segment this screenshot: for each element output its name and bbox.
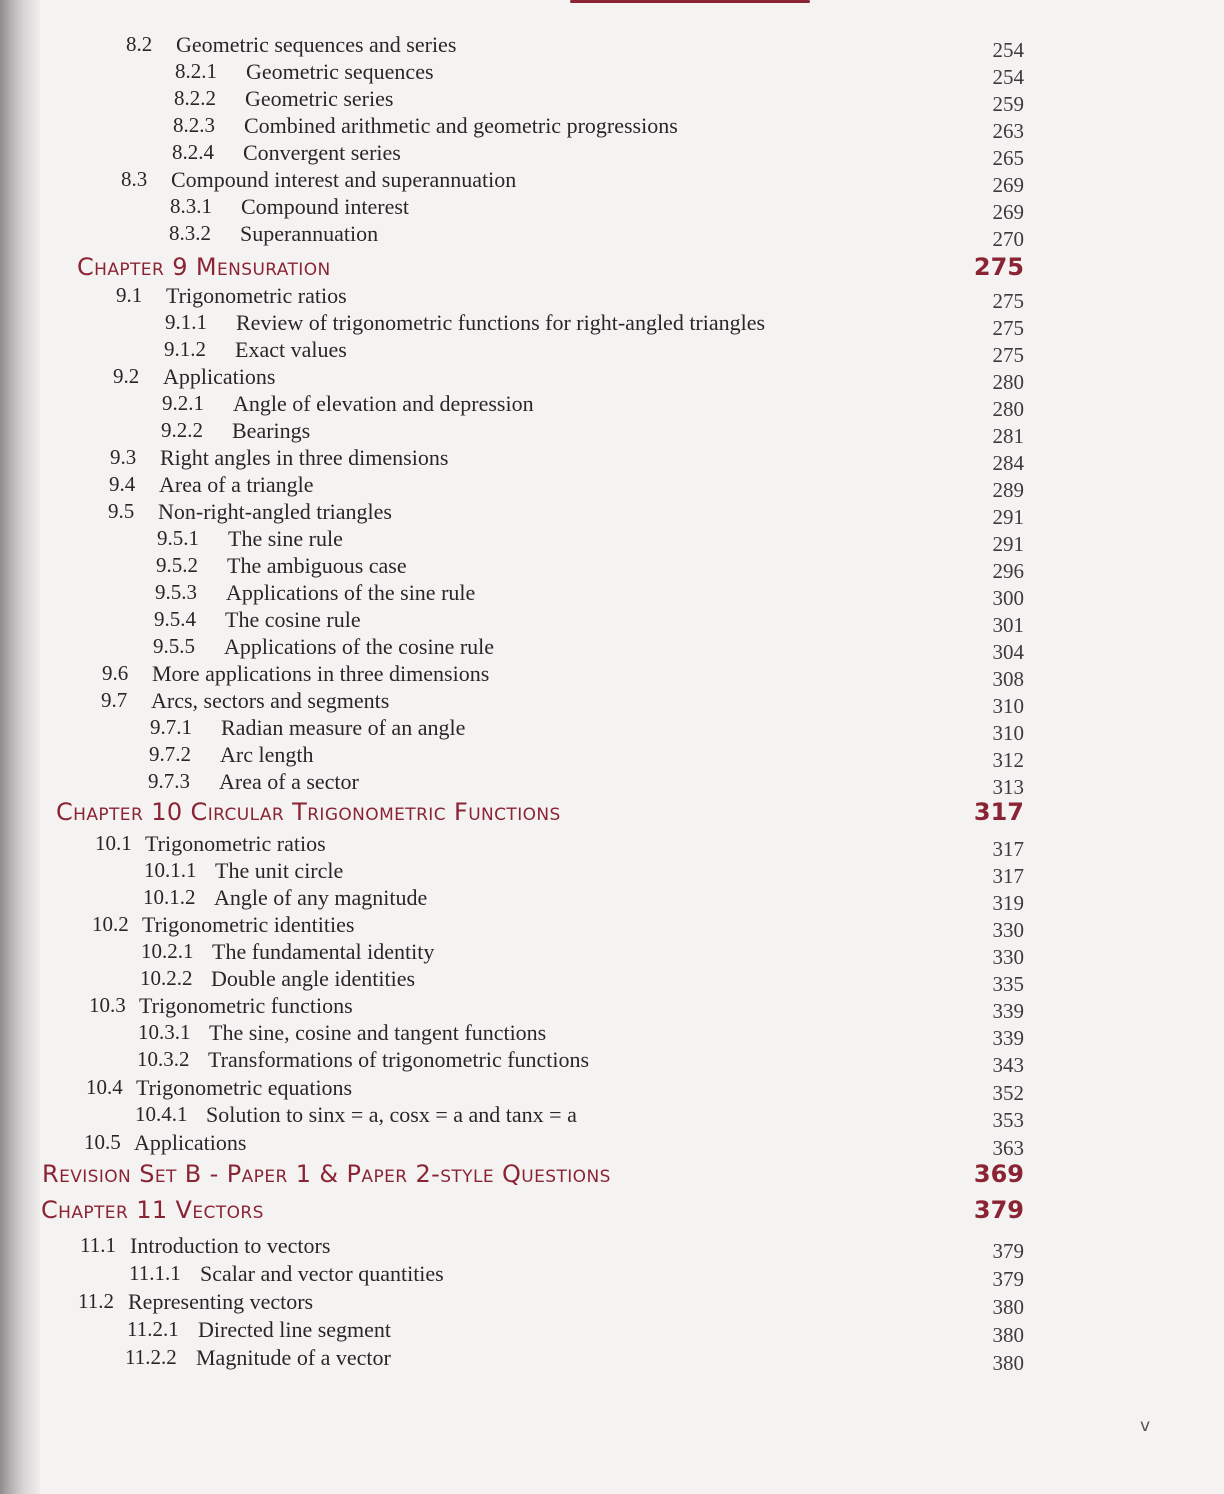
- entry-page-number: 379: [992, 1267, 1024, 1291]
- entry-page-number: 296: [992, 559, 1024, 583]
- toc-subsection-entry: [0, 1020, 1224, 1050]
- entry-title: The unit circle: [215, 858, 344, 883]
- entry-page-number: 275: [992, 289, 1024, 313]
- toc-subsection-entry: [0, 553, 1224, 583]
- entry-number: 10.4.1: [135, 1102, 188, 1126]
- entry-title: Applications of the sine rule: [226, 580, 476, 605]
- entry-title: The fundamental identity: [212, 939, 435, 964]
- entry-number: 10.3.2: [137, 1047, 190, 1071]
- entry-page-number: 310: [992, 721, 1024, 745]
- entry-number: 10.5: [84, 1130, 121, 1154]
- entry-number: 10.3.1: [138, 1020, 191, 1044]
- toc-section-entry: [0, 661, 1224, 691]
- entry-title: Introduction to vectors: [130, 1233, 331, 1258]
- entry-number: 9.5.4: [154, 607, 196, 631]
- entry-number: 8.2.3: [173, 113, 215, 137]
- entry-number: 8.3: [121, 167, 148, 191]
- entry-page-number: 352: [992, 1081, 1024, 1105]
- entry-title: The sine rule: [228, 526, 343, 551]
- toc-section-entry: [0, 688, 1224, 718]
- entry-title: Trigonometric ratios: [145, 831, 326, 856]
- entry-page-number: 275: [973, 253, 1024, 281]
- entry-page-number: 380: [992, 1351, 1024, 1375]
- entry-number: 9.1.2: [164, 337, 206, 361]
- entry-number: 11.2.2: [125, 1345, 177, 1369]
- entry-number: 9.6: [102, 661, 129, 685]
- entry-title: Chapter 11 Vectors: [41, 1196, 264, 1224]
- entry-number: 9.5.1: [157, 526, 199, 550]
- entry-page-number: 319: [992, 891, 1024, 915]
- toc-subsection-entry: [0, 885, 1224, 915]
- entry-title: The cosine rule: [225, 607, 361, 632]
- entry-title: Arc length: [220, 742, 314, 767]
- toc-subsection-entry: [0, 1261, 1224, 1291]
- toc-section-entry: [0, 472, 1224, 502]
- entry-page-number: 291: [992, 532, 1024, 556]
- entry-title: Chapter 9 Mensuration: [77, 253, 331, 281]
- entry-page-number: 259: [992, 92, 1024, 116]
- entry-number: 8.2.4: [172, 140, 214, 164]
- entry-title: Angle of any magnitude: [214, 885, 428, 910]
- toc-subsection-entry: [0, 418, 1224, 448]
- toc-section-entry: [0, 499, 1224, 529]
- entry-page-number: 379: [973, 1196, 1024, 1224]
- entry-page-number: 291: [992, 505, 1024, 529]
- entry-title: Area of a triangle: [159, 472, 314, 497]
- entry-number: 8.2: [126, 32, 153, 56]
- entry-page-number: 270: [992, 227, 1024, 251]
- entry-number: 10.1.2: [143, 885, 196, 909]
- entry-page-number: 280: [992, 397, 1024, 421]
- entry-title: Directed line segment: [198, 1317, 392, 1342]
- entry-title: Angle of elevation and depression: [233, 391, 534, 416]
- entry-title: Compound interest: [241, 194, 410, 219]
- entry-title: Review of trigonometric functions for right-angled triangles: [236, 310, 766, 335]
- entry-number: 11.1: [80, 1233, 116, 1257]
- entry-number: 9.2.2: [161, 418, 203, 442]
- entry-number: 9.4: [109, 472, 136, 496]
- entry-number: 9.2.1: [162, 391, 204, 415]
- entry-number: 11.2: [78, 1289, 114, 1313]
- entry-title: Applications: [163, 364, 276, 389]
- entry-page-number: 280: [992, 370, 1024, 394]
- entry-page-number: 312: [992, 748, 1024, 772]
- entry-title: Geometric sequences: [246, 59, 434, 84]
- entry-title: Trigonometric ratios: [166, 283, 347, 308]
- entry-number: 9.5.3: [155, 580, 197, 604]
- entry-title: Combined arithmetic and geometric progressions: [244, 113, 678, 138]
- entry-page-number: 269: [992, 173, 1024, 197]
- entry-number: 9.5.2: [156, 553, 198, 577]
- toc-section-entry: [0, 993, 1224, 1023]
- entry-page-number: 308: [992, 667, 1024, 691]
- entry-page-number: 380: [992, 1323, 1024, 1347]
- page-folio: v: [1140, 1416, 1151, 1436]
- entry-number: 9.1.1: [165, 310, 207, 334]
- entry-title: Right angles in three dimensions: [160, 445, 449, 470]
- entry-number: 10.1: [95, 831, 132, 855]
- entry-number: 9.7.2: [149, 742, 191, 766]
- entry-page-number: 339: [992, 999, 1024, 1023]
- entry-page-number: 330: [992, 945, 1024, 969]
- toc-subsection-entry: [0, 140, 1224, 170]
- entry-title: Convergent series: [243, 140, 401, 165]
- entry-title: Non-right-angled triangles: [158, 499, 392, 524]
- toc-section-entry: [0, 1233, 1224, 1263]
- entry-title: Trigonometric identities: [142, 912, 355, 937]
- entry-page-number: 317: [973, 798, 1024, 826]
- toc-subsection-entry: [0, 221, 1224, 251]
- entry-title: Geometric series: [245, 86, 394, 111]
- entry-title: Solution to sinx = a, cosx = a and tanx = a: [206, 1102, 577, 1127]
- entry-title: The sine, cosine and tangent functions: [209, 1020, 547, 1045]
- entry-number: 9.7.3: [148, 769, 190, 793]
- entry-page-number: 281: [992, 424, 1024, 448]
- toc-subsection-entry: [0, 634, 1224, 664]
- entry-number: 11.1.1: [129, 1261, 181, 1285]
- entry-page-number: 263: [992, 119, 1024, 143]
- entry-title: Compound interest and superannuation: [171, 167, 517, 192]
- toc-subsection-entry: [0, 59, 1224, 89]
- entry-page-number: 300: [992, 586, 1024, 610]
- entry-page-number: 269: [992, 200, 1024, 224]
- entry-page-number: 343: [992, 1053, 1024, 1077]
- toc-subsection-entry: [0, 939, 1224, 969]
- entry-number: 9.5.5: [153, 634, 195, 658]
- toc-subsection-entry: [0, 1047, 1224, 1077]
- toc-subsection-entry: [0, 1317, 1224, 1347]
- entry-title: Bearings: [232, 418, 311, 443]
- entry-number: 8.2.1: [175, 59, 217, 83]
- entry-page-number: 380: [992, 1295, 1024, 1319]
- toc-section-entry: [0, 912, 1224, 942]
- entry-page-number: 317: [992, 864, 1024, 888]
- entry-number: 10.4: [86, 1075, 123, 1099]
- entry-number: 9.7: [101, 688, 128, 712]
- entry-page-number: 369: [973, 1160, 1024, 1188]
- entry-page-number: 310: [992, 694, 1024, 718]
- toc-section-entry: [0, 283, 1224, 313]
- toc-subsection-entry: [0, 310, 1224, 340]
- entry-title: Scalar and vector quantities: [200, 1261, 444, 1286]
- entry-number: 10.2.1: [141, 939, 194, 963]
- entry-title: Radian measure of an angle: [221, 715, 466, 740]
- entry-page-number: 313: [992, 775, 1024, 799]
- entry-title: Arcs, sectors and segments: [151, 688, 390, 713]
- entry-title: Trigonometric functions: [139, 993, 353, 1018]
- entry-number: 9.3: [110, 445, 137, 469]
- entry-number: 10.3: [89, 993, 126, 1017]
- toc-subsection-entry: [0, 86, 1224, 116]
- toc-subsection-entry: [0, 113, 1224, 143]
- entry-number: 11.2.1: [127, 1317, 179, 1341]
- entry-page-number: 254: [992, 65, 1024, 89]
- entry-number: 9.2: [113, 364, 140, 388]
- entry-title: Superannuation: [240, 221, 379, 246]
- entry-page-number: 330: [992, 918, 1024, 942]
- toc-section-entry: [0, 32, 1224, 62]
- toc-chapter-entry: [0, 1198, 1224, 1228]
- toc-section-entry: [0, 364, 1224, 394]
- entry-title: Representing vectors: [128, 1289, 314, 1314]
- toc-chapter-entry: [0, 800, 1224, 830]
- entry-title: Transformations of trigonometric functions: [208, 1047, 590, 1072]
- toc-subsection-entry: [0, 194, 1224, 224]
- entry-page-number: 275: [992, 316, 1024, 340]
- toc-subsection-entry: [0, 580, 1224, 610]
- toc-subsection-entry: [0, 715, 1224, 745]
- toc-section-entry: [0, 1130, 1224, 1160]
- entry-page-number: 301: [992, 613, 1024, 637]
- entry-number: 9.7.1: [150, 715, 192, 739]
- toc-subsection-entry: [0, 1102, 1224, 1132]
- entry-page-number: 265: [992, 146, 1024, 170]
- entry-title: Area of a sector: [219, 769, 359, 794]
- entry-title: Magnitude of a vector: [196, 1345, 391, 1370]
- entry-page-number: 275: [992, 343, 1024, 367]
- entry-title: Chapter 10 Circular Trigonometric Functions: [56, 798, 561, 826]
- toc-subsection-entry: [0, 391, 1224, 421]
- toc-section-entry: [0, 1289, 1224, 1319]
- entry-page-number: 363: [992, 1136, 1024, 1160]
- toc-subsection-entry: [0, 526, 1224, 556]
- toc-subsection-entry: [0, 858, 1224, 888]
- entry-page-number: 289: [992, 478, 1024, 502]
- entry-page-number: 353: [992, 1108, 1024, 1132]
- entry-page-number: 335: [992, 972, 1024, 996]
- entry-page-number: 284: [992, 451, 1024, 475]
- entry-number: 10.2: [92, 912, 129, 936]
- toc-section-entry: [0, 831, 1224, 861]
- toc-section-entry: [0, 1075, 1224, 1105]
- entry-number: 9.5: [108, 499, 135, 523]
- toc-chapter-entry: [0, 255, 1224, 285]
- entry-title: Trigonometric equations: [136, 1075, 353, 1100]
- toc-section-entry: [0, 167, 1224, 197]
- entry-title: More applications in three dimensions: [152, 661, 490, 686]
- entry-page-number: 339: [992, 1026, 1024, 1050]
- toc-subsection-entry: [0, 769, 1224, 799]
- toc-section-entry: [0, 445, 1224, 475]
- entry-title: Double angle identities: [211, 966, 416, 991]
- entry-title: The ambiguous case: [227, 553, 407, 578]
- toc-subsection-entry: [0, 1345, 1224, 1375]
- entry-number: 10.2.2: [140, 966, 193, 990]
- entry-page-number: 254: [992, 38, 1024, 62]
- entry-title: Revision Set B - Paper 1 & Paper 2-style Questions: [42, 1160, 611, 1188]
- header-rule: [570, 0, 810, 3]
- toc-subsection-entry: [0, 966, 1224, 996]
- entry-title: Applications of the cosine rule: [224, 634, 495, 659]
- entry-number: 10.1.1: [144, 858, 197, 882]
- toc-subsection-entry: [0, 607, 1224, 637]
- toc-subsection-entry: [0, 337, 1224, 367]
- entry-number: 8.2.2: [174, 86, 216, 110]
- toc-chapter-entry: [0, 1162, 1224, 1192]
- entry-number: 8.3.2: [169, 221, 211, 245]
- entry-page-number: 304: [992, 640, 1024, 664]
- entry-page-number: 317: [992, 837, 1024, 861]
- entry-number: 8.3.1: [170, 194, 212, 218]
- entry-number: 9.1: [116, 283, 143, 307]
- entry-page-number: 379: [992, 1239, 1024, 1263]
- entry-title: Applications: [134, 1130, 247, 1155]
- toc-subsection-entry: [0, 742, 1224, 772]
- entry-title: Geometric sequences and series: [176, 32, 457, 57]
- entry-title: Exact values: [235, 337, 347, 362]
